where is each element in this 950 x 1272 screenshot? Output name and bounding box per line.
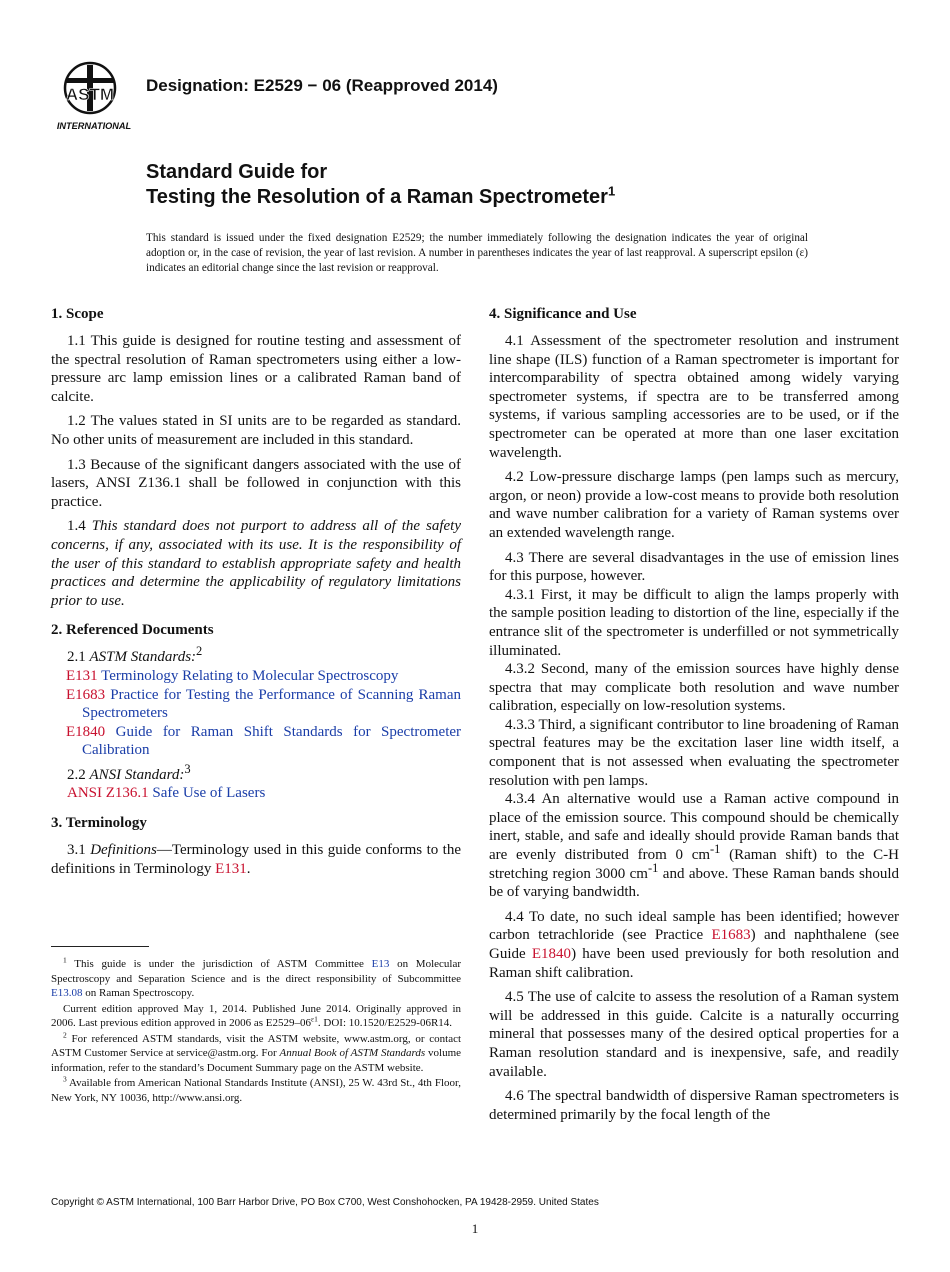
para-4-3-2: 4.3.2 Second, many of the emission sources have highly dense spectra that may complicate both resolution and wave number calibration, especially on low-resolution systems.	[489, 661, 899, 715]
title-line-2	[146, 185, 615, 210]
logo-text: ASTM	[65, 85, 115, 104]
footnote-1-epsilon: ε1	[311, 1014, 318, 1024]
footnote-2-mark: 2	[63, 1029, 67, 1039]
footnote-1-mark: 1	[63, 955, 67, 965]
footnote-2-italic: Annual Book of ASTM Standards	[279, 1047, 426, 1059]
para-4-4-c: ) have been used previously for both resolution and Raman shift calibration.	[489, 946, 899, 981]
footnote-1-text-a: This guide is under the jurisdiction of ASTM Committee	[74, 958, 364, 970]
para-2-1	[51, 644, 461, 667]
para-1-3: 1.3 Because of the significant dangers associated with the use of lasers, ANSI Z136.1 shall be followed in conjunction with this practice.	[51, 456, 461, 510]
e131-link[interactable]: E131	[215, 860, 247, 877]
para-1-1: 1.1 This guide is designed for routine testing and assessment of the spectral resolution of Raman spectrometers using either a low-pressure arc lamp emission lines or a calibrated Raman band of calcite.	[51, 333, 461, 405]
footnote-divider	[51, 946, 149, 947]
footnote-1-text-c: on Raman Spectroscopy.	[85, 987, 195, 999]
astm-logo	[52, 60, 136, 132]
para-4-3-3: 4.3.3 Third, a significant contributor to line broadening of Raman spectral features may be the excitation laser line width itself, a component that is not assessed when evaluating the spectrometer resolution with pen lamps.	[489, 716, 899, 789]
para-4-6: 4.6 The spectral bandwidth of dispersive Raman spectrometers is determined primarily by the focal length of the	[489, 1088, 899, 1123]
scope-heading: 1. Scope	[51, 306, 104, 322]
footnote-3-mark: 3	[63, 1074, 67, 1084]
para-2-2-label: ANSI Standard:	[89, 766, 185, 783]
para-2-1-sup: 2	[196, 644, 203, 659]
ref-title-link[interactable]: Guide for Raman Shift Standards for Spectrometer Calibration	[82, 723, 462, 759]
ref-code-link[interactable]: E1840	[66, 723, 106, 740]
designation: Designation: E2529 − 06 (Reapproved 2014)	[146, 76, 498, 95]
para-4-3-4-a: 4.3.4 An alternative would use a Raman active compound in place of the emission source. This compound should be chemically inert, stable, and safe and ideally should provide Raman bands that are evenly distributed from 0 cm	[489, 791, 899, 864]
para-4-3-4-sup2: -1	[647, 860, 659, 875]
significance-heading: 4. Significance and Use	[489, 306, 637, 322]
title-footnote-mark: 1	[607, 183, 616, 199]
title-line-2-text: Testing the Resolution of a Raman Spectrometer	[146, 186, 608, 208]
para-4-3-4-sup1: -1	[710, 842, 721, 857]
para-4-4-b: ) and naphthalene (see Guide	[489, 927, 899, 962]
ref-code-link[interactable]: E131	[66, 667, 98, 684]
ref-entry	[51, 723, 461, 760]
footnote-1	[51, 957, 461, 1001]
ansi-code-link[interactable]: ANSI Z136.1	[67, 785, 149, 802]
terminology-heading: 3. Terminology	[51, 815, 147, 832]
footnote-1-text-b: on Molecular Spectroscopy and Separation Science and is the direct responsibility of Subcommittee	[51, 958, 461, 985]
footnote-3-text: Available from American National Standards Institute (ANSI), 25 W. 43rd St., 4th Floor, New York, NY 10036, http://www.ansi.org.	[51, 1077, 461, 1104]
footnote-2-text-a: For referenced ASTM standards, visit the ASTM website, www.astm.org, or contact ASTM Customer Service at service@astm.org. For	[51, 1032, 462, 1059]
ansi-ref-entry	[51, 784, 461, 803]
ref-title-link[interactable]: Terminology Relating to Molecular Spectroscopy	[101, 667, 399, 684]
para-1-4-num: 1.4	[67, 518, 86, 535]
document-title	[146, 160, 615, 210]
footnotes	[51, 957, 461, 1106]
para-4-3-4-c: and above. These Raman bands should be of varying bandwidth.	[489, 865, 899, 901]
footnote-1-edition-b: . DOI: 10.1520/E2529-06R14.	[317, 1017, 453, 1029]
footnote-1-edition	[51, 1002, 461, 1031]
ref-entry	[51, 667, 461, 686]
e1683-link[interactable]: E1683	[711, 927, 751, 944]
ref-entry	[51, 686, 461, 723]
issuance-note: This standard is issued under the fixed designation E2529; the number immediately following the designation indicates the year of original adoption or, in the case of revision, the year of last revision. A number in parentheses indicates the year of last reapproval. A superscript epsilon (ε) indicates an editorial change since the last revision or reapproval.	[146, 232, 808, 274]
footnote-2-text-b: volume information, refer to the standard’s Document Summary page on the ASTM website.	[51, 1047, 462, 1074]
page-number: 1	[471, 1221, 479, 1236]
footnote-2	[51, 1029, 462, 1076]
ansi-title-link[interactable]: Safe Use of Lasers	[152, 785, 266, 802]
para-1-4	[51, 517, 461, 610]
footnote-1-edition-a: Current edition approved May 1, 2014. Published June 2014. Originally approved in 2006. Last previous edition approved in 2006 as E2529–06	[51, 1002, 461, 1029]
right-column	[489, 306, 899, 1130]
para-2-1-label: ASTM Standards:	[89, 649, 197, 666]
left-column	[51, 306, 461, 884]
e13-link[interactable]: E13	[371, 958, 390, 970]
para-4-3-1: 4.3.1 First, it may be difficult to align the lamps properly with the sample position leading to distortion of the line, especially if the entrance slit of the spectrometer is underfilled or not symmetrically illuminated.	[489, 586, 899, 659]
copyright: Copyright © ASTM International, 100 Barr Harbor Drive, PO Box C700, West Conshohocken, PA 19428-2959. United States	[51, 1197, 599, 1208]
title-line-1: Standard Guide for	[146, 161, 328, 183]
para-4-5: 4.5 The use of calcite to assess the resolution of a Raman system will be addressed in this guide. Calcite is a naturally occurring mineral that possesses many of the desired optical properties for a Raman resolution standard and is inexpensive, safe, and readily available.	[489, 989, 899, 1080]
para-2-2-sup: 3	[184, 761, 191, 776]
footnote-3	[51, 1076, 461, 1105]
para-1-4-text: This standard does not purport to address all of the safety concerns, if any, associated with its use. It is the responsibility of the user of this standard to establish appropriate safety and health practices and determine the applicability of regulatory limitations prior to use.	[51, 518, 462, 609]
para-4-3-4	[489, 790, 899, 902]
para-3-1-text: —Terminology used in this guide conforms to the definitions in Terminology	[51, 842, 461, 877]
para-3-1-label: Definitions	[90, 842, 157, 859]
para-3-1-end: .	[246, 860, 251, 877]
para-1-2: 1.2 The values stated in SI units are to be regarded as standard. No other units of measurement are included in this standard.	[51, 413, 461, 448]
para-4-3-4-b: (Raman shift) to the C-H stretching region 3000 cm	[489, 847, 899, 882]
refdocs-heading: 2. Referenced Documents	[51, 622, 214, 639]
e1840-link[interactable]: E1840	[531, 946, 572, 962]
para-4-2: 4.2 Low-pressure discharge lamps (pen lamps such as mercury, argon, or neon) provide a low-cost means to provide both resolution and wave number calibration for a variety of Raman systems over an extended wavelength range.	[489, 469, 899, 541]
para-4-1: 4.1 Assessment of the spectrometer resolution and instrument line shape (ILS) function of a Raman spectrometer is important for intercomparability of spectra obtained among widely varying spectrometer systems, if spectra are to be transferred among systems, if various sampling accessories are to be used, or if the spectrometer can be operated at more than one laser excitation wavelength.	[489, 333, 899, 461]
para-2-2-num: 2.2	[67, 766, 86, 783]
para-3-1-num: 3.1	[67, 842, 86, 859]
para-4-4	[489, 908, 899, 982]
para-2-1-num: 2.1	[67, 649, 86, 666]
para-2-2	[51, 761, 461, 785]
para-3-1	[51, 841, 461, 878]
astm-logo-graphic	[52, 60, 136, 132]
ref-code-link[interactable]: E1683	[66, 686, 106, 703]
para-4-3: 4.3 There are several disadvantages in the use of emission lines for this purpose, however.	[489, 549, 899, 585]
logo-subtext: INTERNATIONAL	[56, 121, 132, 131]
ref-title-link[interactable]: Practice for Testing the Performance of Scanning Raman Spectrometers	[82, 686, 461, 722]
e13-08-link[interactable]: E13.08	[51, 987, 83, 999]
para-4-4-a: 4.4 To date, no such ideal sample has been identified; however carbon tetrachloride (see Practice	[489, 908, 899, 944]
